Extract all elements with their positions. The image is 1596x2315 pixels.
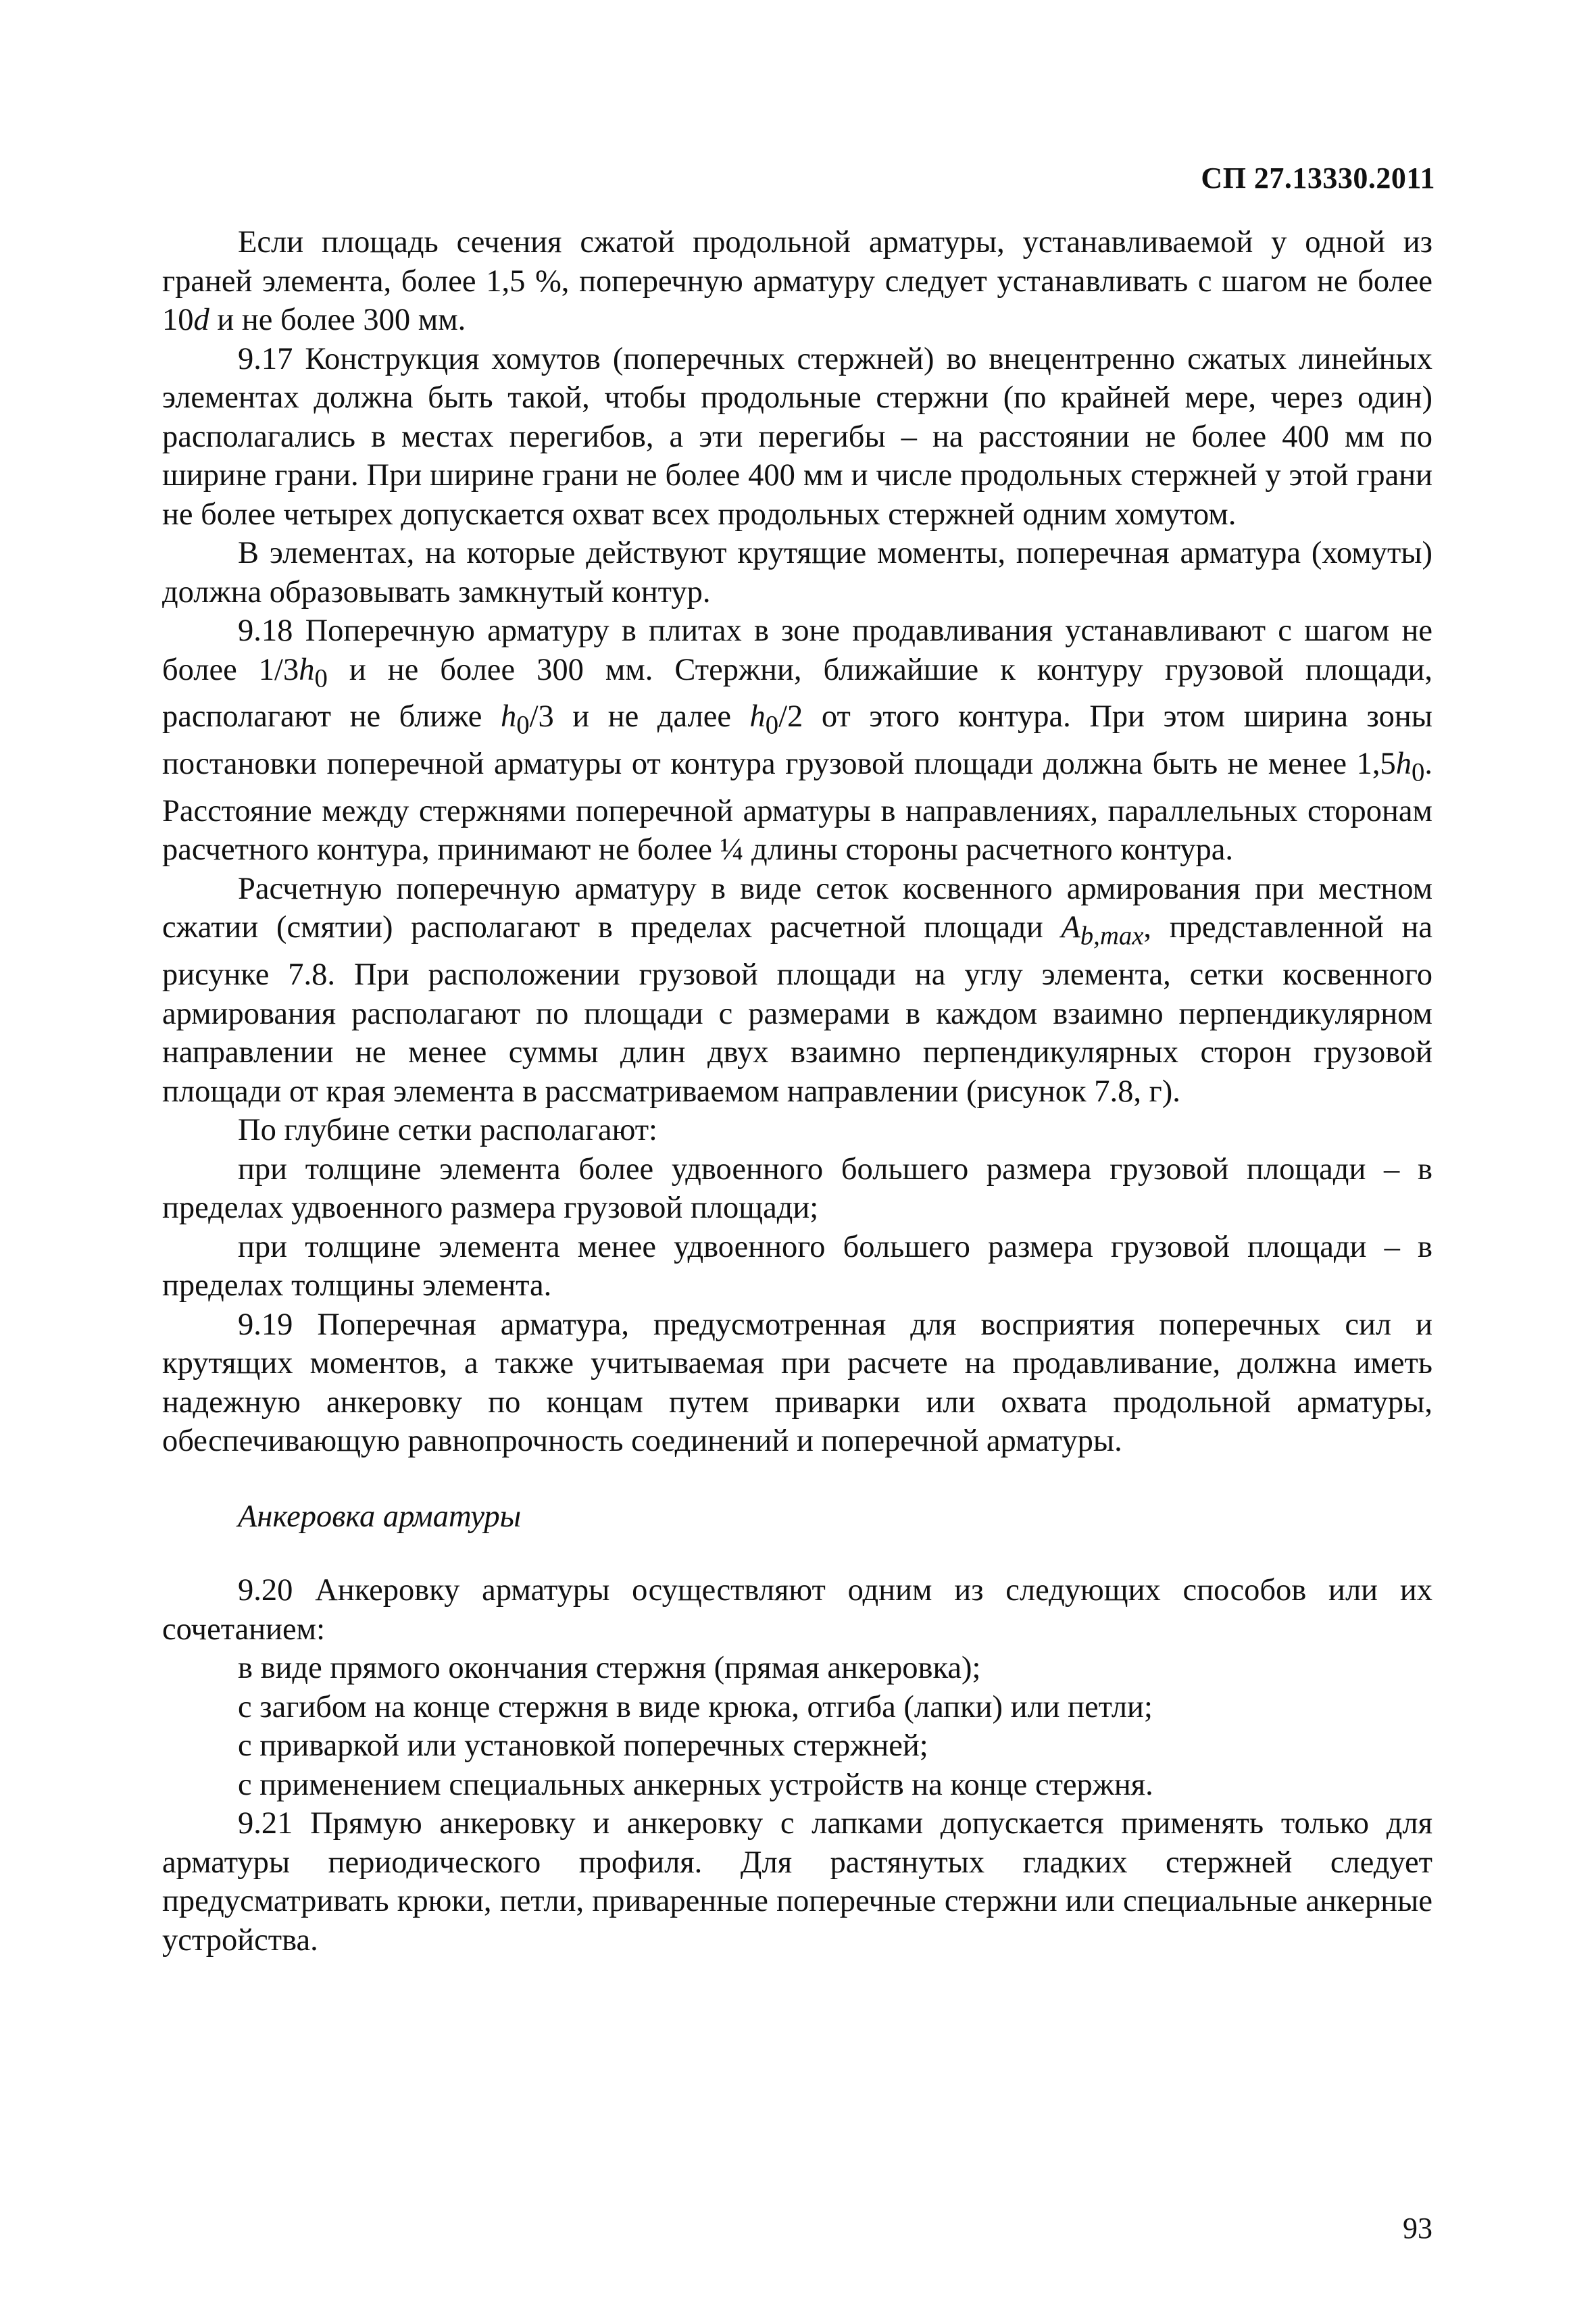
text-fragment: , представленной на рисунке 7.8. При расположении грузовой площади на углу элемента, сетки косвенного армирования располагают по площади с размерами в каждом взаимно перпендикулярном направлении не менее суммы длин двух взаимно перпендикулярных сторон грузовой площади от края элемента в рассматриваемом направлении (рисунок 7.8, г). <box>162 910 1432 1109</box>
paragraph-1-text: Если площадь сечения сжатой продольной арматуры, устанавливаемой у одной из граней элемента, более 1,5 %, поперечную арматуру следует устанавливать с шагом не более 10 <box>162 225 1432 337</box>
subscript-zero: 0 <box>765 710 779 740</box>
symbol-h: h <box>500 699 517 735</box>
symbol-a: A <box>1061 910 1080 945</box>
subscript-zero: 0 <box>516 710 530 740</box>
list-item: в виде прямого окончания стержня (прямая анкеровка); <box>238 1651 981 1686</box>
subscript-b-max: b,max <box>1080 921 1144 951</box>
paragraph-9-19: 9.19 Поперечная арматура, предусмотренная для восприятия поперечных сил и крутящих моментов, а также учитываемая при расчете на продавливание, должна иметь надежную анкеровку по концам путем приварки или охвата продольной арматуры, обеспечивающую равнопрочность соединений и поперечной арматуры. <box>162 1307 1432 1459</box>
paragraph-9-17: 9.17 Конструкция хомутов (поперечных стержней) во внецентренно сжатых линейных элементах должна быть такой, чтобы продольные стержни (по крайней мере, через один) располагались в местах перегибов, а эти перегибы – на расстоянии не более 400 мм по ширине грани. При ширине грани не более 400 мм и числе продольных стержней у этой грани не более четырех допускается охват всех продольных стержней одним хомутом. <box>162 341 1432 532</box>
paragraph-1-tail: и не более 300 мм. <box>209 303 466 337</box>
paragraph-9-21: 9.21 Прямую анкеровку и анкеровку с лапками допускается применять только для арматуры периодического профиля. Для растянутых гладких стержней следует предусматривать крюки, петли, приваренные поперечные стержни или специальные анкерные устройства. <box>162 1806 1432 1958</box>
paragraph-torsion: В элементах, на которые действуют крутящие моменты, поперечная арматура (хомуты) должна образовывать замкнутый контур. <box>162 536 1432 609</box>
paragraph-1 <box>162 223 1432 340</box>
subscript-zero: 0 <box>314 663 328 693</box>
paragraph-9-20: 9.20 Анкеровку арматуры осуществляют одним из следующих способов или их сочетанием: <box>162 1573 1432 1647</box>
symbol-h: h <box>749 699 766 735</box>
list-item: с приваркой или установкой поперечных стержней; <box>238 1728 928 1764</box>
subscript-zero: 0 <box>1412 757 1425 787</box>
paragraph-9-18 <box>162 612 1432 870</box>
paragraph-mesh-depth: По глубине сетки располагают: <box>238 1113 657 1148</box>
text-fragment: Расчетную поперечную арматуру в виде сеток косвенного армирования при местном сжатии (смятии) располагают в пределах расчетной площади <box>162 871 1432 945</box>
italic-d: d <box>193 303 209 337</box>
document-body <box>162 223 1432 1960</box>
paragraph-thick-element: при толщине элемента более удвоенного большего размера грузовой площади – в пределах удвоенного размера грузовой площади; <box>162 1151 1432 1226</box>
text-fragment: /3 и не далее <box>529 699 750 735</box>
symbol-h: h <box>1395 747 1412 782</box>
text-fragment: 9.18 Поперечную арматуру в плитах в зоне продавливания устанавливают с шагом не более 1/3 <box>162 614 1432 687</box>
text-fragment: и не более 300 мм. Стержни, ближайшие к контуру грузовой площади, располагают не ближе <box>162 652 1432 735</box>
document-code-header: СП 27.13330.2011 <box>1201 161 1435 195</box>
list-item: с применением специальных анкерных устройств на конце стержня. <box>238 1767 1153 1802</box>
page-number: 93 <box>1403 2212 1432 2245</box>
symbol-h: h <box>299 652 315 687</box>
text-fragment: . Расстояние между стержнями поперечной арматуры в направлениях, параллельных сторонам расчетного контура, принимают не более ¼ длины стороны расчетного контура. <box>162 747 1432 868</box>
list-item: с загибом на конце стержня в виде крюка, отгиба (лапки) или петли; <box>238 1689 1153 1724</box>
section-title: Анкеровка арматуры <box>238 1499 522 1534</box>
paragraph-thin-element: при толщине элемента менее удвоенного большего размера грузовой площади – в пределах толщины элемента. <box>162 1229 1432 1303</box>
text-fragment: /2 от этого контура. При этом ширина зоны постановки поперечной арматуры от контура грузовой площади должна быть не менее 1,5 <box>162 699 1432 782</box>
paragraph-indirect-reinforcement <box>162 870 1432 1111</box>
